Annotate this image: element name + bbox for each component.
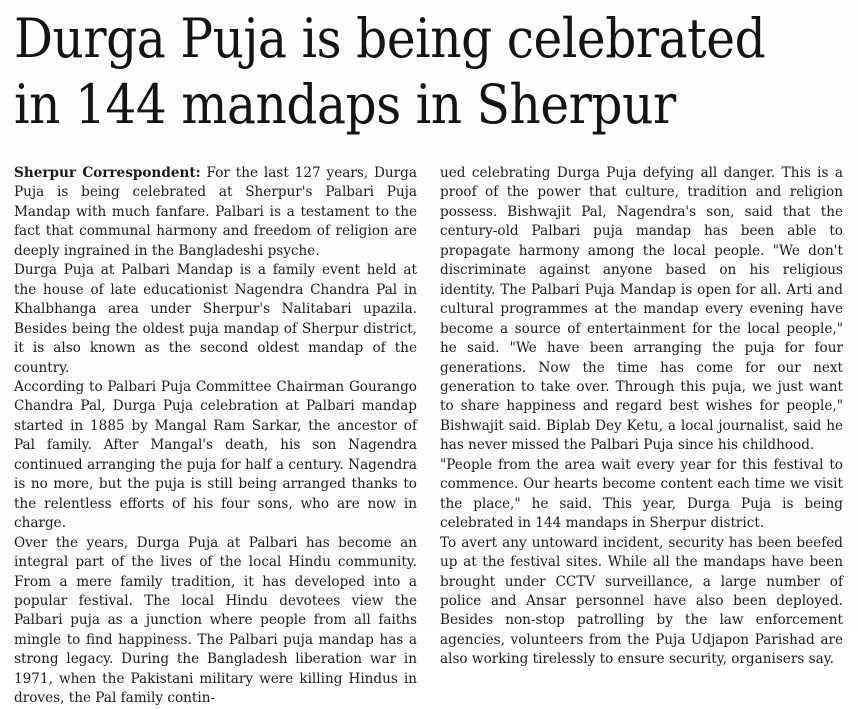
article-paragraph: ued celebrating Durga Puja defying all danger. This is a proof of the power that culture, tradition and religion possess. Bishwajit Pal, Nagendra's son, said that the century-old Palbari puja mandap has been able to propagate harmony among the local people. "We don't discriminate against anyone based on his religious identity. The Palbari Puja Mandap is open for all. Arti and cultural programmes at the mandap every evening have become a source of entertainment for the local people," he said. "We have been arranging the puja for four generations. Now the time has come for our next generation to take over. Through this puja, we just want to share happiness and regard best wishes for people," Bishwajit said. Biplab Dey Ketu, a local journalist, said he has never missed the Palbari Puja since his childhood. — [440, 165, 843, 454]
headline-line-1: Durga Puja is being celebrated — [14, 7, 766, 70]
article-paragraph: According to Palbari Puja Committee Chairman Gourango Chandra Pal, Durga Puja celebration at Palbari mandap started in 1885 by Mangal Ram Sarkar, the ancestor of Pal family. After Mangal's death, his son Nagendra continued arranging the puja for half a century. Nagendra is no more, but the puja is still being arranged thanks to the relentless efforts of his four sons, who are now in charge. — [14, 378, 417, 532]
headline — [14, 6, 770, 138]
article-paragraph: To avert any untoward incident, security has been beefed up at the festival sites. While all the mandaps have been brought under CCTV surveillance, a large number of police and Ansar personnel have also been deployed. Besides non-stop patrolling by the law enforcement agencies, volunteers from the Puja Udjapon Parishad are also working tirelessly to ensure security, organisers say. — [440, 534, 843, 668]
article-paragraph — [14, 164, 417, 261]
byline: Sherpur Correspondent: — [14, 165, 201, 181]
article-column-left — [14, 164, 417, 709]
article-paragraph: Durga Puja at Palbari Mandap is a family event held at the house of late educationist Nagendra Chandra Pal in Khalbhanga area under Sherpur's Nalitabari upazila. Besides being the oldest puja mandap of Sherpur district, it is also known as the second oldest mandap of the country. — [14, 262, 417, 376]
paragraph-text: For the last 127 years, Durga Puja is being celebrated at Sherpur's Palbari Puja Mandap with much fanfare. Palbari is a testament to the fact that communal harmony and freedom of religion are deeply ingrained in the Bangladeshi psyche. — [14, 165, 417, 259]
article-paragraph: Over the years, Durga Puja at Palbari has become an integral part of the lives of the local Hindu community. From a mere family tradition, it has developed into a popular festival. The local Hindu devotees view the Palbari puja as a junction where people from all faiths mingle to find happiness. The Palbari puja mandap has a strong legacy. During the Bangladesh liberation war in 1971, when the Pakistani military were killing Hindus in droves, the Pal family contin- — [14, 534, 417, 707]
headline-line-2: in 144 mandaps in Sherpur — [14, 73, 676, 136]
article-paragraph: "People from the area wait every year for this festival to commence. Our hearts become content each time we visit the place," he said. This year, Durga Puja is being celebrated in 144 mandaps in Sherpur district. — [440, 456, 843, 532]
article-column-right — [440, 164, 843, 670]
